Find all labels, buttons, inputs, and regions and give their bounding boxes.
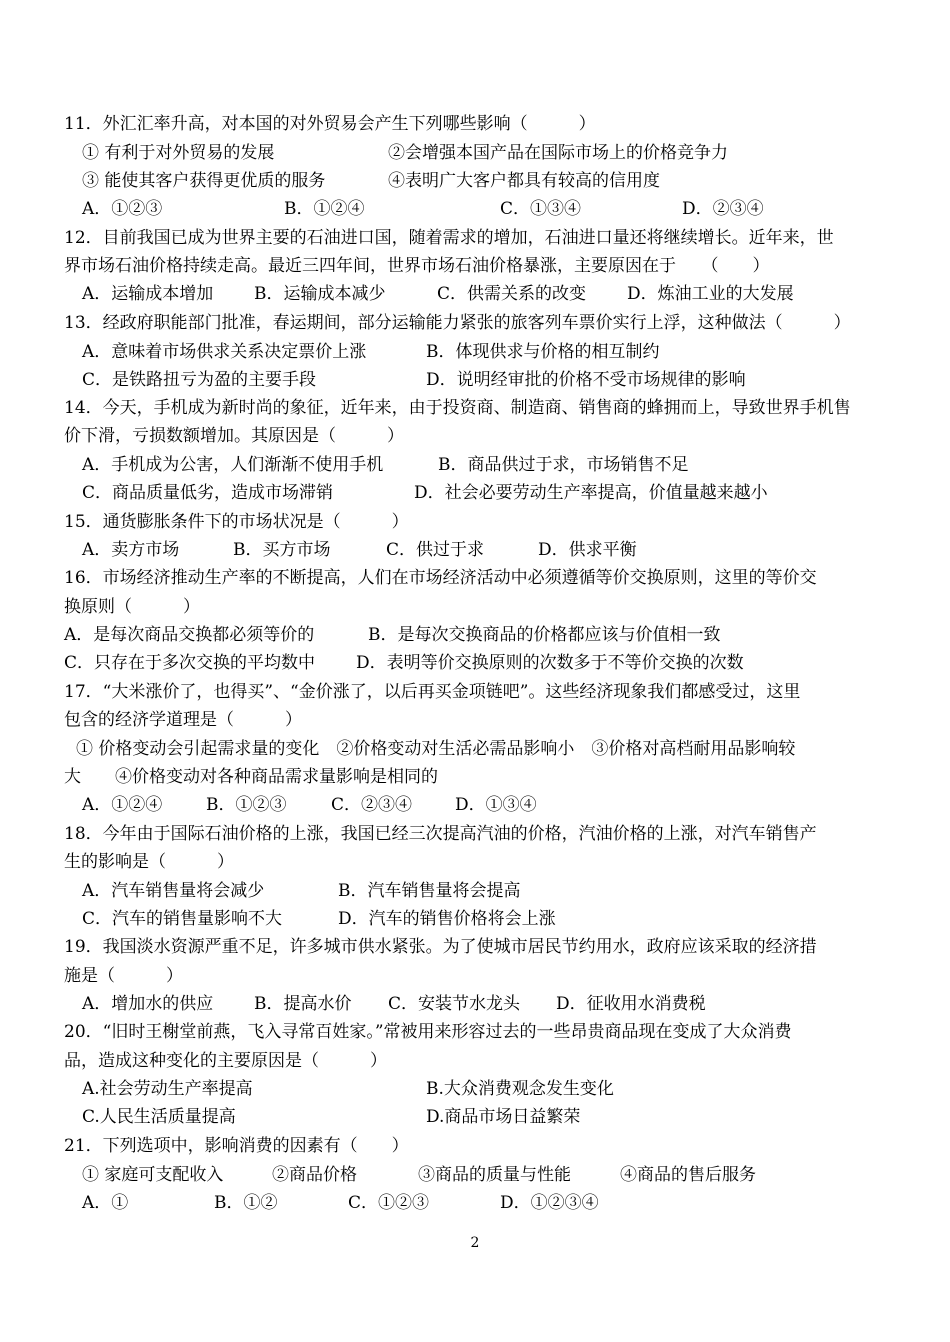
option-c: C．汽车的销售量影响不大 [82, 909, 283, 929]
option-a: A．是每次商品交换都必须等价的 [64, 625, 315, 645]
option-b: B．①②④ [284, 199, 365, 219]
question-stem: 16．市场经济推动生产率的不断提高，人们在市场经济活动中必须遵循等价交换原则，这里的等价交 [64, 568, 817, 588]
option-b: B．提高水价 [254, 994, 352, 1014]
option-d: D．征收用水消费税 [556, 994, 706, 1014]
option-a: A．手机成为公害，人们渐渐不使用手机 [82, 455, 384, 475]
question-stem: 生的影响是（ ） [64, 852, 234, 872]
option-b: B.大众消费观念发生变化 [426, 1079, 614, 1099]
question-stem: 品，造成这种变化的主要原因是（ ） [64, 1051, 387, 1071]
option-c: C．①③④ [500, 199, 582, 219]
question-stem: 20．“旧时王榭堂前燕，飞入寻常百姓家。”常被用来形容过去的一些昂贵商品现在变成了大众消费 [64, 1022, 792, 1042]
option-a: A．意味着市场供求关系决定票价上涨 [82, 342, 367, 362]
option-d: D．①③④ [455, 795, 537, 815]
option-b: B．体现供求与价格的相互制约 [426, 342, 660, 362]
choice-item: ③ 能使其客户获得更优质的服务 [82, 171, 326, 191]
option-d: D．表明等价交换原则的次数多于不等价交换的次数 [356, 653, 744, 673]
option-d: D．①②③④ [500, 1193, 599, 1213]
option-d: D．②③④ [682, 199, 764, 219]
option-a: A．①②③ [82, 199, 163, 219]
choice-item: ③商品的质量与性能 [418, 1165, 571, 1185]
question-stem: 界市场石油价格持续走高。最近三四年间，世界市场石油价格暴涨，主要原因在于 （ ） [64, 256, 770, 276]
option-b: B．运输成本减少 [254, 284, 386, 304]
option-c: C．安装节水龙头 [388, 994, 521, 1014]
option-c: C．供需关系的改变 [437, 284, 587, 304]
question-stem: 19．我国淡水资源严重不足，许多城市供水紧张。为了使城市居民节约用水，政府应该采取的经济措 [64, 937, 817, 957]
choice-item: ②商品价格 [272, 1165, 357, 1185]
option-b: B．是每次交换商品的价格都应该与价值相一致 [368, 625, 721, 645]
question-stem: 17．“大米涨价了，也得买”、“金价涨了，以后再买金项链吧”。这些经济现象我们都感受过，这里 [64, 682, 801, 702]
option-b: B．汽车销售量将会提高 [338, 881, 521, 901]
choice-item: ① 有利于对外贸易的发展 [82, 143, 275, 163]
option-c: C．是铁路扭亏为盈的主要手段 [82, 370, 317, 390]
option-d: D．汽车的销售价格将会上涨 [338, 909, 556, 929]
option-c: C．①②③ [348, 1193, 430, 1213]
question-stem: 包含的经济学道理是（ ） [64, 710, 302, 730]
option-a: A．运输成本增加 [82, 284, 214, 304]
option-a: A．增加水的供应 [82, 994, 214, 1014]
option-a: A．汽车销售量将会减少 [82, 881, 265, 901]
option-c: C．只存在于多次交换的平均数中 [64, 653, 316, 673]
option-d: D．社会必要劳动生产率提高，价值量越来越小 [414, 483, 768, 503]
question-stem: 14．今天，手机成为新时尚的象征，近年来，由于投资商、制造商、销售商的蜂拥而上，导致世界手机售 [64, 398, 851, 418]
option-b: B．①②③ [206, 795, 287, 815]
option-a: A.社会劳动生产率提高 [82, 1079, 253, 1099]
choice-item: ① 家庭可支配收入 [82, 1165, 224, 1185]
question-stem: 施是（ ） [64, 966, 183, 986]
choice-item: ②会增强本国产品在国际市场上的价格竞争力 [388, 143, 728, 163]
question-stem: 价下滑，亏损数额增加。其原因是（ ） [64, 426, 404, 446]
option-c: C．商品质量低劣，造成市场滞销 [82, 483, 334, 503]
question-stem: 18．今年由于国际石油价格的上涨，我国已经三次提高汽油的价格，汽油价格的上涨，对汽车销售产 [64, 824, 817, 844]
question-stem: 11．外汇汇率升高，对本国的对外贸易会产生下列哪些影响（ ） [64, 114, 596, 134]
option-d: D．说明经审批的价格不受市场规律的影响 [426, 370, 746, 390]
option-b: B．商品供过于求，市场销售不足 [438, 455, 689, 475]
question-stem: 13．经政府职能部门批准，春运期间，部分运输能力紧张的旅客列车票价实行上浮，这种做法（ ） [64, 313, 851, 333]
question-stem: 换原则（ ） [64, 597, 200, 617]
option-b: B．买方市场 [233, 540, 331, 560]
option-c: C.人民生活质量提高 [82, 1107, 236, 1127]
question-stem: 12．目前我国已成为世界主要的石油进口国，随着需求的增加，石油进口量还将继续增长。近年来，世 [64, 228, 834, 248]
choice-item: ④商品的售后服务 [620, 1165, 756, 1185]
option-a: A．卖方市场 [82, 540, 180, 560]
option-c: C．②③④ [331, 795, 413, 815]
option-d: D.商品市场日益繁荣 [426, 1107, 581, 1127]
choice-item: ④表明广大客户都具有较高的信用度 [388, 171, 660, 191]
option-d: D．供求平衡 [538, 540, 637, 560]
option-c: C．供过于求 [386, 540, 485, 560]
question-stem: 15．通货膨胀条件下的市场状况是（ ） [64, 512, 409, 532]
option-b: B．①② [214, 1193, 278, 1213]
page-number: 2 [470, 1235, 480, 1251]
option-a: A．①②④ [82, 795, 163, 815]
question-stem: 21．下列选项中，影响消费的因素有（ ） [64, 1136, 409, 1156]
choice-item: ① 价格变动会引起需求量的变化 ②价格变动对生活必需品影响小 ③价格对高档耐用品影响较 [76, 739, 796, 759]
option-d: D．炼油工业的大发展 [627, 284, 794, 304]
choice-item: 大 ④价格变动对各种商品需求量影响是相同的 [64, 767, 438, 787]
option-a: A．① [82, 1193, 129, 1213]
